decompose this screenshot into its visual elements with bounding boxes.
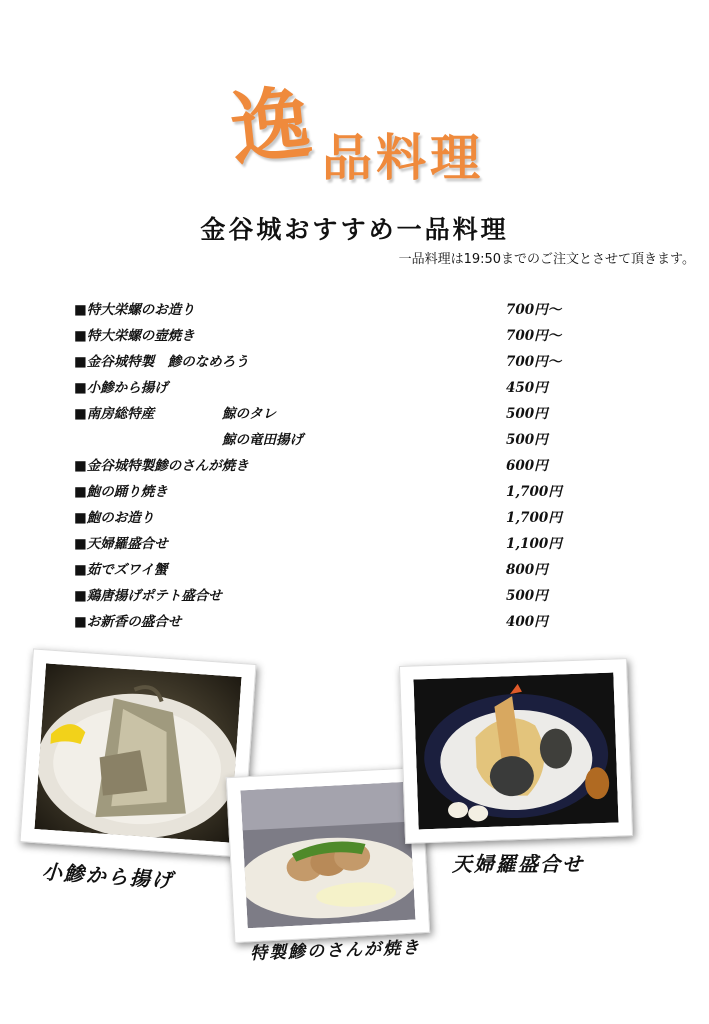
logo [225, 62, 520, 192]
menu-item-price: 800円 [506, 562, 548, 578]
menu-item [74, 555, 594, 581]
menu-item [74, 503, 594, 529]
food-image [413, 673, 618, 830]
tempura-illustration [413, 673, 618, 830]
logo-big-char: 逸 [225, 75, 316, 177]
menu-item-price: 1,100円 [506, 536, 562, 552]
menu-item [74, 477, 594, 503]
menu-item-name: ■特大栄螺の壺焼き [74, 328, 195, 344]
menu-list [74, 295, 594, 633]
menu-item-price: 700円～ [506, 354, 562, 370]
sanga-yaki-illustration [241, 782, 416, 929]
menu-item-name: ■鶏唐揚げポテト盛合せ [74, 588, 222, 604]
menu-item [74, 581, 594, 607]
caption-tempura: 天婦羅盛合せ [452, 852, 584, 876]
caption-sanga-yaki: 特製鯵のさんが焼き [249, 938, 422, 964]
fried-aji-illustration [34, 663, 241, 842]
menu-item [74, 373, 594, 399]
menu-item-price: 500円 [506, 432, 548, 448]
page-title: 金谷城おすすめ一品料理 [200, 215, 509, 244]
order-notice: 一品料理は19:50までのご注文とさせて頂きます。 [398, 252, 695, 267]
menu-item-name: ■鮑のお造り [74, 510, 155, 526]
photo-sanga-yaki [226, 767, 430, 943]
menu-item-price: 1,700円 [506, 484, 562, 500]
menu-item-price: 700円～ [506, 302, 562, 318]
menu-item-sub: 鯨の竜田揚げ [222, 432, 303, 448]
menu-item [74, 607, 594, 633]
caption-fried-aji: 小鯵から揚げ [41, 859, 175, 893]
menu-item-price: 500円 [506, 406, 548, 422]
food-image [241, 782, 416, 929]
menu-item-name: ■お新香の盛合せ [74, 614, 182, 630]
logo-text: 品料理 [322, 128, 484, 187]
menu-item-price: 600円 [506, 458, 548, 474]
menu-item-name: ■南房総特産 [74, 406, 155, 422]
menu-item-price: 1,700円 [506, 510, 562, 526]
menu-item [74, 451, 594, 477]
menu-item-name: ■小鯵から揚げ [74, 380, 168, 396]
food-image [34, 663, 241, 842]
menu-item [74, 347, 594, 373]
menu-item-name: ■鮑の踊り焼き [74, 484, 168, 500]
menu-item-price: 450円 [506, 380, 548, 396]
photo-fried-aji [20, 648, 257, 857]
menu-item-name: ■特大栄螺のお造り [74, 302, 195, 318]
menu-item-name: ■金谷城特製 鯵のなめろう [74, 354, 249, 370]
menu-item-name: ■金谷城特製鯵のさんが焼き [74, 458, 249, 474]
menu-item [74, 321, 594, 347]
menu-item-sub: 鯨のタレ [222, 406, 276, 422]
menu-item-price: 500円 [506, 588, 548, 604]
menu-item [74, 295, 594, 321]
menu-item-name: ■茹でズワイ蟹 [74, 562, 168, 578]
menu-item [74, 529, 594, 555]
menu-item [74, 399, 594, 425]
menu-item-price: 700円～ [506, 328, 562, 344]
menu-item-name: ■天婦羅盛合せ [74, 536, 168, 552]
menu-item-price: 400円 [506, 614, 548, 630]
photo-tempura [399, 658, 633, 844]
menu-item [74, 425, 594, 451]
